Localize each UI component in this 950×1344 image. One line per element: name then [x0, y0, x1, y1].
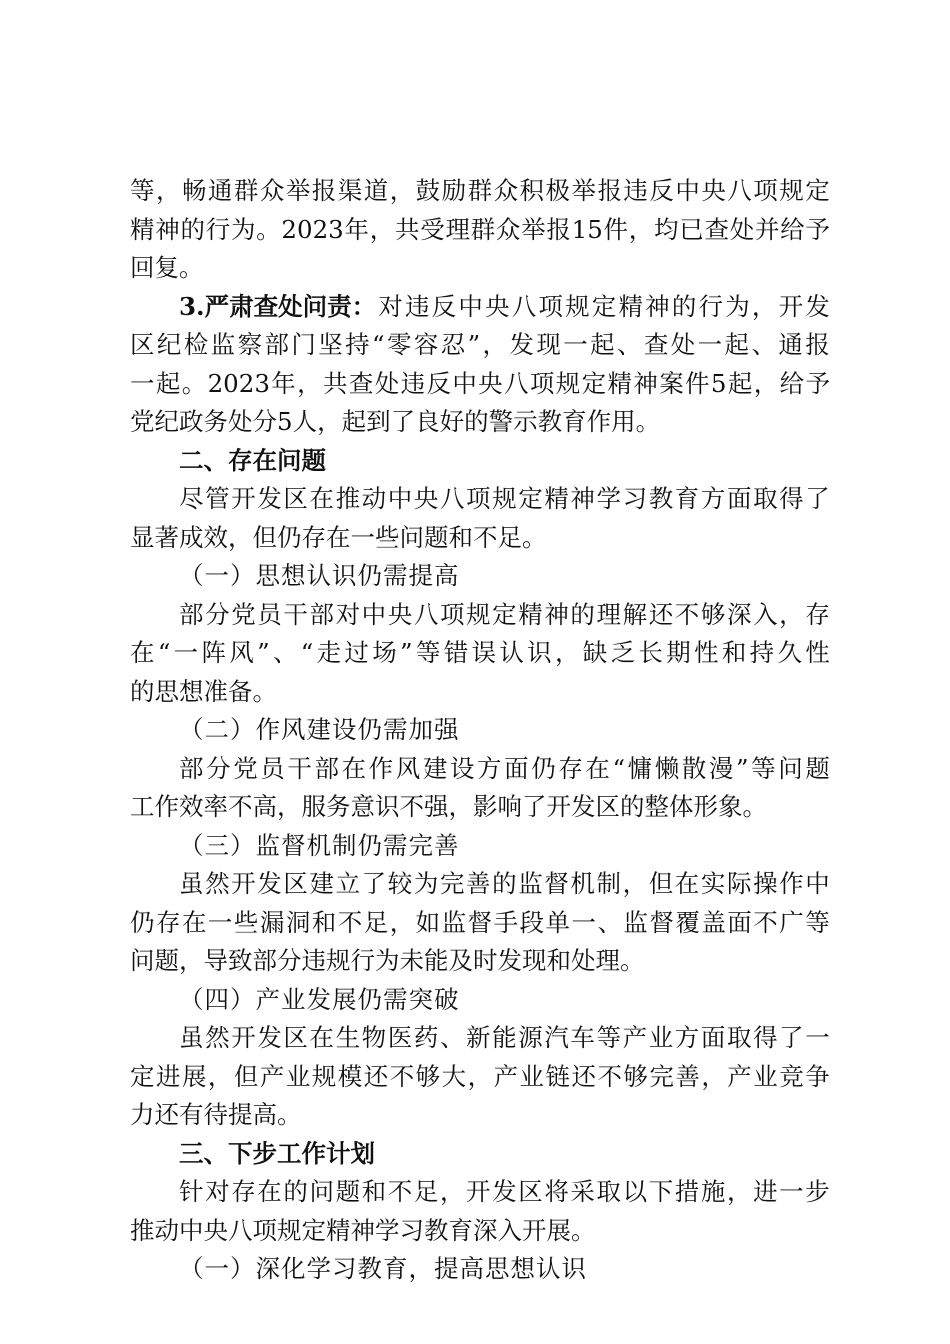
subsection-heading: （一）深化学习教育，提高思想认识: [179, 1254, 587, 1283]
paragraph-line: 区 纪 检 监 察 部 门 坚 持 “ 零 容 忍 ” ， 发 现 一 起 、 查 处 一 起 、 通 报: [130, 330, 830, 359]
paragraph-line: 尽 管 开 发 区 在 推 动 中 央 八 项 规 定 精 神 学 习 教 育 方 面 取 得 了: [179, 484, 830, 513]
subsection-heading: （三）监督机制仍需完善: [179, 830, 460, 860]
item-lead-title: 3.严肃查处问责：: [179, 291, 377, 321]
paragraph-line: 显著成效，但仍存在一些问题和不足。: [130, 522, 547, 552]
paragraph-line: 虽 然 开 发 区 建 立 了 较 为 完 善 的 监 督 机 制 ， 但 在 实 际 操 作 中: [179, 869, 830, 898]
paragraph-line: 力还有待提高。: [130, 1100, 302, 1129]
subsection-heading: （二）作风建设仍需加强: [179, 715, 460, 744]
paragraph-line: 仍 存 在 一 些 漏 洞 和 不 足 ， 如 监 督 手 段 单 一 、 监 督 覆 盖 面 不 广 等: [130, 907, 830, 937]
subsection-heading: （一）思想认识仍需提高: [179, 561, 460, 590]
paragraph-line: 的思想准备。: [130, 676, 277, 706]
paragraph-line: 在 “ 一 阵 风 ” 、 “ 走 过 场 ” 等 错 误 认 识 ， 缺 乏 长 期 性 和 持 久 性: [130, 638, 830, 667]
paragraph-line: 问题，导致部分违规行为未能及时发现和处理。: [130, 946, 645, 975]
paragraph-line: 虽 然 开 发 区 在 生 物 医 药 、 新 能 源 汽 车 等 产 业 方 面 取 得 了 一: [179, 1023, 830, 1052]
paragraph-line: 定 进 展 ， 但 产 业 规 模 还 不 够 大 ， 产 业 链 还 不 够 完 善 ， 产 业 竞 争: [130, 1061, 830, 1091]
document-page: [130, 172, 830, 1289]
paragraph-line: 部 分 党 员 干 部 对 中 央 八 项 规 定 精 神 的 理 解 还 不 够 深 入 ， 存: [179, 599, 830, 629]
subsection-heading: （四）产业发展仍需突破: [179, 984, 460, 1014]
paragraph-line: 工作效率不高，服务意识不强，影响了开发区的整体形象。: [130, 792, 767, 821]
paragraph-line: 部 分 党 员 干 部 在 作 风 建 设 方 面 仍 存 在 “ 慵 懒 散 漫 ” 等 问 题: [179, 753, 830, 783]
paragraph-line: 回复。: [130, 253, 204, 282]
paragraph-line: 等 ， 畅 通 群 众 举 报 渠 道 ， 鼓 励 群 众 积 极 举 报 违 反 中 央 八 项 规 定: [130, 176, 830, 205]
paragraph-line: 3.严肃查处问责： 对 违 反 中 央 八 项 规 定 精 神 的 行 为 ， 开 发: [130, 288, 830, 327]
paragraph-line: 推动中央八项规定精神学习教育深入开展。: [130, 1215, 596, 1245]
paragraph-line: 精 神 的 行 为 。 2023 年 ， 共 受 理 群 众 举 报 15 件 ， 均 已 查 处 并 给 予: [130, 214, 830, 244]
section-heading: 三、下步工作计划: [179, 1138, 375, 1168]
paragraph-line: 一 起 。 2023 年 ， 共 查 处 违 反 中 央 八 项 规 定 精 神 案 件 5 起 ， 给 予: [130, 368, 830, 398]
paragraph-line: 党纪政务处分5人，起到了良好的警示教育作用。: [130, 407, 661, 436]
paragraph-line: 针 对 存 在 的 问 题 和 不 足 ， 开 发 区 将 采 取 以 下 措 施 ， 进 一 步: [179, 1177, 830, 1206]
section-heading: 二、存在问题: [179, 445, 326, 475]
